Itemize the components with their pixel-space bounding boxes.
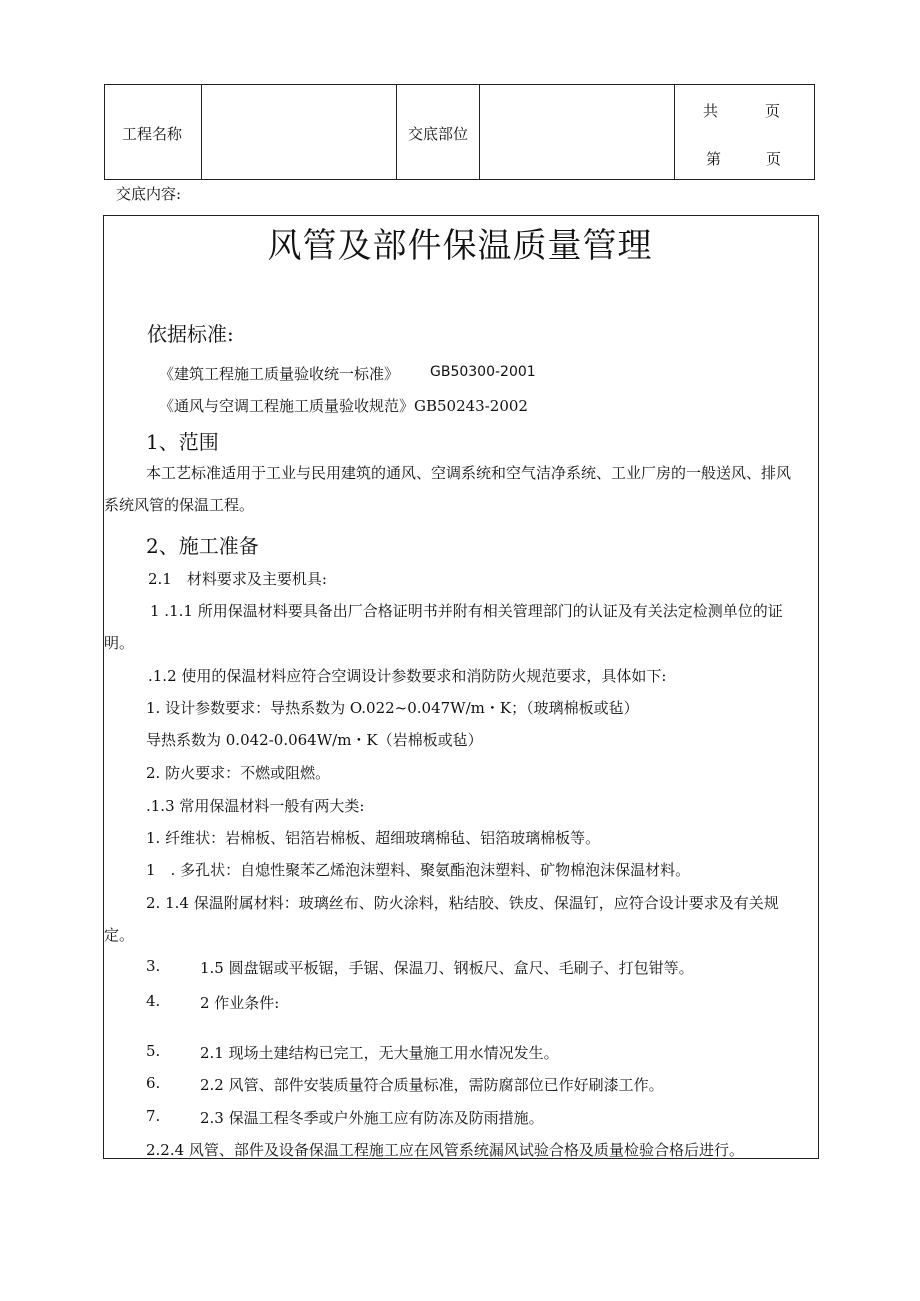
item-2-2-1: 2.1 现场土建结构已完工，无大量施工用水情况发生。 xyxy=(200,1044,559,1062)
section-1-heading: 1、范围 xyxy=(146,430,219,454)
item-2-1: 2.1 材料要求及主要机具: xyxy=(148,570,327,588)
item-2-1-4-line-1: 2. 1.4 保温附属材料：玻璃丝布、防火涂料，粘结胶、铁皮、保温钉，应符合设计要求及有关规 xyxy=(146,894,779,912)
item-2-1-2: .1.2 使用的保温材料应符合空调设计参数要求和消防防火规范要求，具体如下: xyxy=(148,667,667,685)
list-number-5: 5. xyxy=(146,1042,161,1060)
page-title: 风管及部件保温质量管理 xyxy=(267,226,653,266)
section-1-paragraph-line-2: 系统风管的保温工程。 xyxy=(104,496,255,514)
design-parameter-line-2: 导热系数为 0.042-0.064W/m・K（岩棉板或毡） xyxy=(146,731,483,749)
section-2-heading: 2、施工准备 xyxy=(146,534,259,558)
item-2-2-4: 2.2.4 风管、部件及设备保温工程施工应在风管系统漏风试验合格及质量检验合格后进行。 xyxy=(146,1141,744,1159)
item-2-1-4-line-2: 定。 xyxy=(104,926,135,944)
standard-1-code: GB50300-2001 xyxy=(430,364,536,380)
header-table xyxy=(104,84,815,180)
list-number-6: 6. xyxy=(146,1074,161,1092)
disclosure-part-field[interactable] xyxy=(480,85,673,179)
project-name-label: 工程名称 xyxy=(122,125,183,143)
list-number-4: 4. xyxy=(146,992,161,1010)
content-box xyxy=(103,215,819,1159)
porous-materials: 1 . 多孔状：自熄性聚苯乙烯泡沫塑料、聚氨酯泡沫塑料、矿物棉泡沫保温材料。 xyxy=(146,861,691,879)
fiber-materials: 1. 纤维状：岩棉板、铝箔岩棉板、超细玻璃棉毡、铝箔玻璃棉板等。 xyxy=(146,829,601,847)
basis-heading: 依据标准: xyxy=(147,322,234,346)
disclosure-part-label: 交底部位 xyxy=(408,125,469,143)
current-label: 第 xyxy=(706,150,722,168)
fire-requirement: 2. 防火要求：不燃或阻燃。 xyxy=(146,764,331,782)
standard-1-name: 《建筑工程施工质量验收统一标准》 xyxy=(159,365,400,383)
list-number-7: 7. xyxy=(146,1107,161,1125)
design-parameter-line-1: 1. 设计参数要求：导热系数为 O.022~0.047W/m・K；（玻璃棉板或毡） xyxy=(146,699,639,717)
item-2-2-2: 2.2 风管、部件安装质量符合质量标准，需防腐部位已作好刷漆工作。 xyxy=(200,1076,664,1094)
item-work-conditions: 2 作业条件: xyxy=(200,994,280,1012)
divider xyxy=(396,85,397,179)
item-2-1-1-line-1: 1 .1.1 所用保温材料要具备出厂合格证明书并附有相关管理部门的认证及有关法定检测单位的证 xyxy=(150,602,783,620)
item-2-2-3: 2.3 保温工程冬季或户外施工应有防冻及防雨措施。 xyxy=(200,1109,544,1127)
item-tools: 1.5 圆盘锯或平板锯，手锯、保温刀、钢板尺、盒尺、毛刷子、打包钳等。 xyxy=(200,959,694,977)
page-unit-label-2: 页 xyxy=(766,150,782,168)
page-unit-label: 页 xyxy=(765,102,781,120)
total-label: 共 xyxy=(703,102,719,120)
project-name-field[interactable] xyxy=(202,85,395,179)
standard-2: 《通风与空调工程施工质量验收规范》GB50243-2002 xyxy=(159,397,528,415)
content-label: 交底内容: xyxy=(116,185,182,203)
section-1-paragraph-line-1: 本工艺标准适用于工业与民用建筑的通风、空调系统和空气洁净系统、工业厂房的一般送风、排风 xyxy=(146,464,792,482)
divider xyxy=(674,85,675,179)
item-2-1-3: .1.3 常用保温材料一般有两大类: xyxy=(146,797,365,815)
item-2-1-1-line-2: 明。 xyxy=(104,634,135,652)
list-number-3: 3. xyxy=(146,957,161,975)
